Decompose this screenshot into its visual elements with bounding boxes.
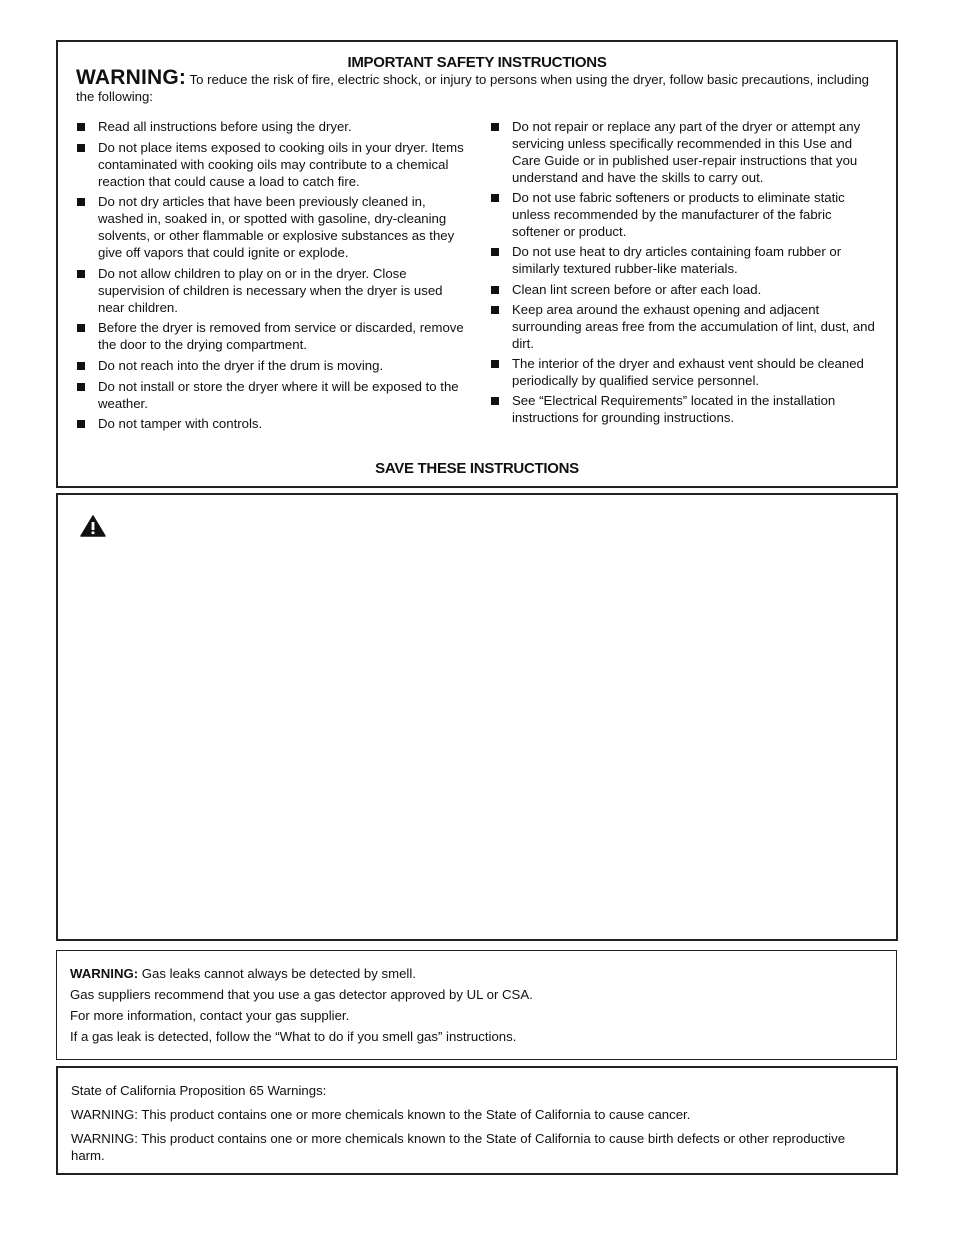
square-bullet-icon [491,194,499,202]
safety-list-item-text: Do not use heat to dry articles containing foam rubber or similarly textured rubber-like materials. [512,244,842,277]
safety-list-item-text: Keep area around the exhaust opening and adjacent surrounding areas free from the accumulation of lint, dust, and dirt. [512,301,875,351]
safety-list-item [76,118,468,135]
prop65-warning-box [56,1066,898,1175]
safety-list-item [76,193,468,261]
safety-list-item [76,415,468,432]
safety-list-item-text: Do not reach into the dryer if the drum is moving. [98,357,384,373]
prop65-lines [71,1082,871,1171]
gas-warning-line-4: If a gas leak is detected, follow the “What to do if you smell gas” instructions. [70,1029,517,1044]
gas-warning-lines [70,963,533,1047]
safety-list-left [76,118,468,436]
square-bullet-icon [77,420,85,428]
safety-list-item [490,355,882,389]
safety-list-item-text: Clean lint screen before or after each load. [512,281,762,297]
square-bullet-icon [491,360,499,368]
gas-warning-label: WARNING: [70,966,139,981]
gas-warning-line-2: Gas suppliers recommend that you use a gas detector approved by UL or CSA. [70,987,533,1002]
square-bullet-icon [77,383,85,391]
gas-leak-warning-box [56,950,897,1060]
square-bullet-icon [491,248,499,256]
safety-instructions-box [56,40,898,488]
prop65-warning-cancer: WARNING: This product contains one or more chemicals known to the State of California to cause cancer. [71,1107,691,1122]
safety-list-item [76,319,468,353]
square-bullet-icon [491,306,499,314]
safety-list-item [76,357,468,374]
safety-list-item-text: The interior of the dryer and exhaust vent should be cleaned periodically by qualified service personnel. [512,355,864,388]
safety-list-item [76,265,468,316]
safety-list-item [490,301,882,352]
square-bullet-icon [77,270,85,278]
gas-warning-line-1 [70,963,533,984]
safety-list-item [490,243,882,277]
safety-list-right [490,118,882,429]
safety-list-item [76,378,468,412]
warning-text: To reduce the risk of fire, electric shock, or injury to persons when using the dryer, follow basic precautions, including the following: [76,72,870,104]
safety-list-item-text: Do not repair or replace any part of the dryer or attempt any servicing unless specifically recommended in this Use and Care Guide or in published user-repair instructions that you understand and have the skills to carry out. [512,119,861,185]
square-bullet-icon [491,123,499,131]
safety-list-item [76,139,468,190]
warning-word: WARNING: [76,66,187,89]
square-bullet-icon [77,362,85,370]
prop65-warning-birth-defects: WARNING: This product contains one or more chemicals known to the State of California to cause birth defects or other reproductive harm. [71,1131,846,1163]
square-bullet-icon [77,198,85,206]
danger-warning-box [56,493,898,941]
safety-list-item [490,392,882,426]
safety-list-item [490,189,882,240]
prop65-title: State of California Proposition 65 Warnings: [71,1083,327,1098]
safety-warning-intro [76,66,886,105]
safety-list-item-text: Do not use fabric softeners or products to eliminate static unless recommended by the manufacturer of the fabric softener or product. [512,190,845,240]
safety-list-item-text: Do not allow children to play on or in the dryer. Close supervision of children is necessary when the dryer is used near children. [98,265,443,315]
square-bullet-icon [491,286,499,294]
safety-list-item [490,118,882,186]
square-bullet-icon [77,123,85,131]
safety-list-item-text: See “Electrical Requirements” located in the installation instructions for grounding instructions. [512,393,836,426]
safety-list-item-text: Do not install or store the dryer where it will be exposed to the weather. [98,378,459,411]
gas-warning-line-3: For more information, contact your gas supplier. [70,1008,350,1023]
square-bullet-icon [77,144,85,152]
gas-warning-text: Gas leaks cannot always be detected by smell. [138,966,416,981]
warning-triangle-icon [80,515,106,537]
square-bullet-icon [491,397,499,405]
safety-list-item-text: Do not dry articles that have been previously cleaned in, washed in, soaked in, or spotted with gasoline, dry-cleaning solvents, or other flammable or explosive substances as they give off vapors that could ignite or explode. [98,194,455,261]
save-instructions-title: SAVE THESE INSTRUCTIONS [375,460,579,477]
safety-list-item-text: Read all instructions before using the dryer. [98,119,352,134]
safety-list-item [490,281,882,298]
safety-title: IMPORTANT SAFETY INSTRUCTIONS [347,54,607,71]
safety-list-item-text: Before the dryer is removed from service or discarded, remove the door to the drying compartment. [98,320,464,353]
safety-list-item-text: Do not tamper with controls. [98,416,263,432]
square-bullet-icon [77,324,85,332]
safety-list-item-text: Do not place items exposed to cooking oils in your dryer. Items contaminated with cooking oils may contribute to a chemical reaction that could cause a load to catch fire. [98,139,464,189]
